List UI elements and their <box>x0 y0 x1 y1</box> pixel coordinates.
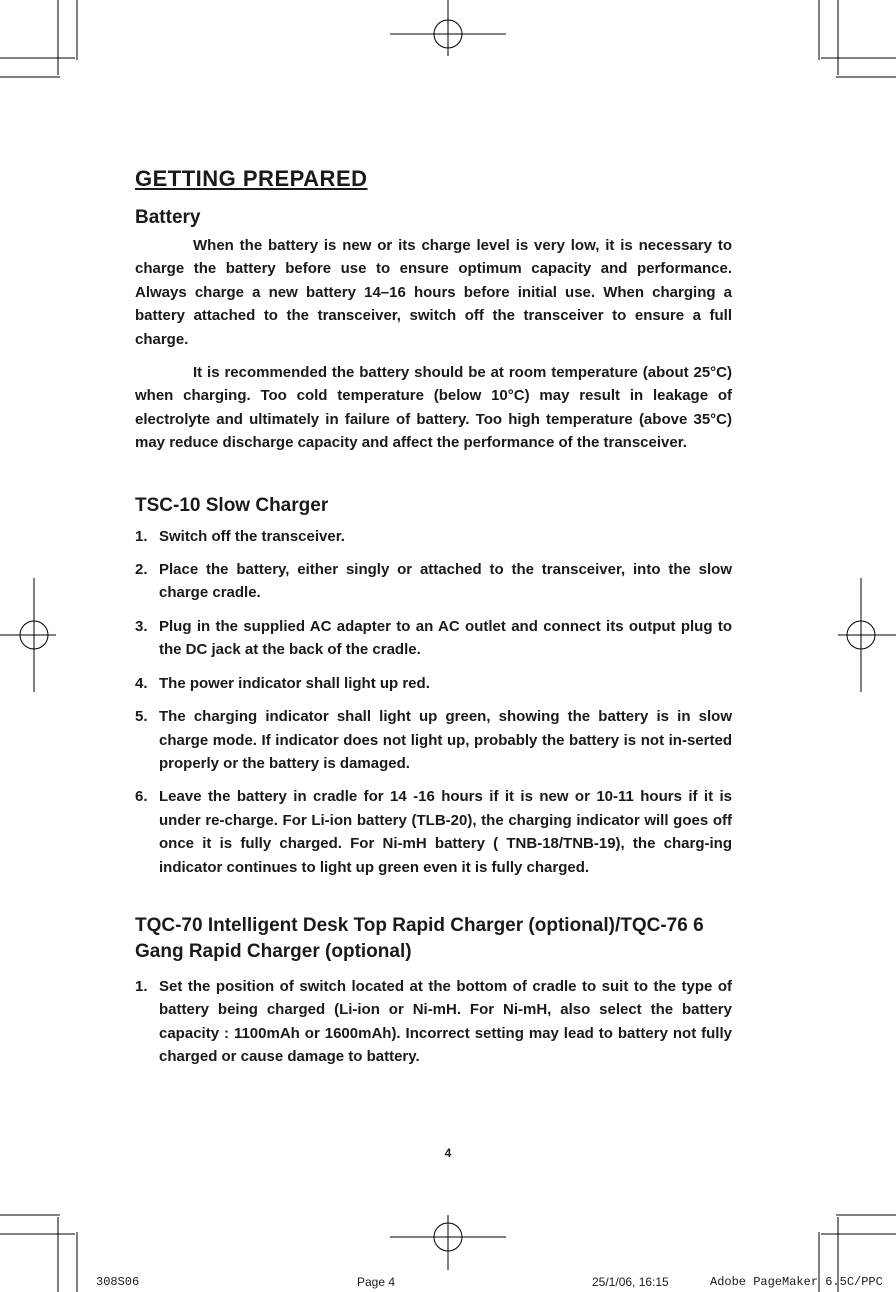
battery-paragraph-1: When the battery is new or its charge level is very low, it is necessary to charge the battery before use to ensure optimum capacity and performance. Always charge a new battery 14–16 hours before initial use. When charging a battery attached to the transceiver, switch off the transceiver to ensure a full charge. <box>135 237 732 348</box>
rapid-charger-steps <box>135 975 732 1069</box>
step-text: Set the position of switch located at the bottom of cradle to suit to the type of battery being charged (Li-ion or Ni-mH. For Ni-mH, also select the battery capacity : 1100mAh or 1600mAh). Incorrect setting may lead to battery not fully charged or cause damage to battery. <box>159 977 732 1066</box>
step-number: 4. <box>135 674 148 692</box>
battery-paragraph-2: It is recommended the battery should be at room temperature (about 25°C) when charging. Too cold temperature (below 10°C) may result in leakage of electrolyte and ultimately in failure of battery. Too high temperature (above 35°C) may reduce discharge capacity and affect the performance of the transceiver. <box>135 364 732 452</box>
step-text: Leave the battery in cradle for 14 -16 hours if it is new or 10-11 hours if it is under re-charge. For Li-ion battery (TLB-20), the charging indicator will goes off once it is fully charged. For Ni-mH battery ( TNB-18/TNB-19), the charg-ing indicator continues to light up green even it is fully charged. <box>159 788 732 876</box>
list-item <box>135 558 732 605</box>
slug-page-label: Page 4 <box>357 1275 396 1289</box>
step-number: 5. <box>135 708 148 726</box>
step-text: Place the battery, either singly or attached to the transceiver, into the slow charge cradle. <box>159 561 732 602</box>
step-number: 1. <box>135 977 148 995</box>
slug-timestamp: 25/1/06, 16:15 <box>592 1275 669 1289</box>
list-item <box>135 615 732 662</box>
step-text: Plug in the supplied AC adapter to an AC outlet and connect its output plug to the DC jack at the back of the cradle. <box>159 617 732 659</box>
step-number: 2. <box>135 561 148 579</box>
step-text: The charging indicator shall light up green, showing the battery is in slow charge mode. If indicator does not light up, probably the battery is not in-serted properly or the battery is damaged. <box>159 708 732 772</box>
page-title: GETTING PREPARED <box>135 166 368 191</box>
slow-charger-steps <box>135 525 732 879</box>
list-item <box>135 785 732 879</box>
battery-heading: Battery <box>135 207 201 228</box>
page-number: 4 <box>444 1146 452 1160</box>
step-number: 1. <box>135 527 148 545</box>
slug-software: Adobe PageMaker 6.5C/PPC <box>710 1275 883 1289</box>
rapid-charger-heading: TQC-70 Intelligent Desk Top Rapid Charger (optional)/TQC-76 6 Gang Rapid Charger (optional) <box>135 914 704 962</box>
list-item <box>135 705 732 775</box>
slug-job-id: 308S06 <box>96 1275 140 1289</box>
slow-charger-heading: TSC-10 Slow Charger <box>135 494 329 516</box>
list-item <box>135 525 732 548</box>
step-number: 3. <box>135 617 148 635</box>
page-content <box>135 162 732 1069</box>
list-item <box>135 672 732 695</box>
list-item <box>135 975 732 1069</box>
step-text: The power indicator shall light up red. <box>159 674 430 692</box>
step-number: 6. <box>135 788 148 806</box>
step-text: Switch off the transceiver. <box>159 527 345 545</box>
